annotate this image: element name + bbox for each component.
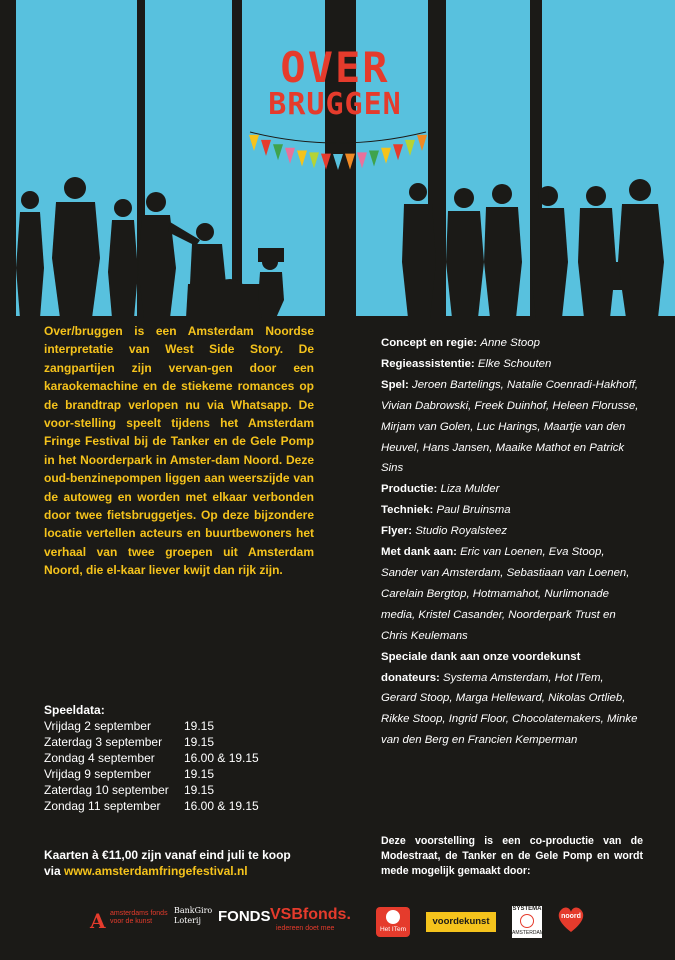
schedule [44, 702, 324, 814]
bunting-flag [405, 140, 415, 156]
bunting-flag [393, 144, 403, 160]
het-item-icon [386, 910, 400, 924]
credit-entry [381, 521, 639, 542]
schedule-time: 19.15 [184, 767, 215, 781]
schedule-row [44, 734, 324, 750]
loterij-text: Loterij [174, 916, 201, 925]
afk-mark: A [90, 909, 106, 933]
vsb-tagline: iedereen doet mee [276, 925, 335, 932]
credit-label: Techniek: [381, 504, 434, 517]
schedule-time: 19.15 [184, 719, 215, 733]
ticket-via: via [44, 864, 65, 878]
vsb-name: VSBfonds. [270, 906, 351, 923]
afk-text: amsterdams fonds voor de kunst [110, 910, 168, 925]
schedule-heading: Speeldata: [44, 703, 105, 717]
bunting-flag [369, 150, 379, 166]
schedule-time: 16.00 & 19.15 [184, 799, 259, 813]
silhouette-person [108, 199, 138, 318]
schedule-row [44, 750, 324, 766]
logo [250, 43, 420, 122]
bunting-flag [417, 135, 427, 151]
schedule-time: 19.15 [184, 735, 215, 749]
silhouette-child [258, 248, 284, 318]
schedule-day: Vrijdag 2 september [44, 719, 151, 733]
credit-entry [381, 542, 639, 647]
noord-logo [556, 904, 586, 934]
bunting-flag [297, 150, 307, 166]
silhouette-person [446, 188, 484, 318]
schedule-day: Zaterdag 3 september [44, 735, 163, 749]
credit-label: Met dank aan: [381, 546, 457, 559]
credit-entry [381, 500, 639, 521]
bunting-flag [357, 152, 367, 168]
silhouette-person [52, 177, 100, 318]
festival-link[interactable]: www.amsterdamfringefestival.nl [64, 864, 248, 878]
schedule-time: 16.00 & 19.15 [184, 751, 259, 765]
credit-entry [381, 333, 639, 354]
credit-label: Spel: [381, 378, 409, 391]
schedule-row [44, 782, 324, 798]
schedule-day: Zondag 11 september [44, 799, 161, 813]
bunting-flag [249, 135, 259, 151]
credit-label: Regieassistentie: [381, 357, 475, 370]
credit-value: Paul Bruinsma [436, 504, 511, 517]
silhouette-person [16, 191, 44, 318]
ticket-info [44, 847, 334, 879]
schedule-day: Vrijdag 9 september [44, 767, 151, 781]
credit-value: Studio Royalsteez [415, 525, 508, 538]
logo-title-line: OVER [280, 43, 390, 92]
schedule-day: Zaterdag 10 september [44, 783, 169, 797]
schedule-row [44, 766, 324, 782]
bunting-flag [333, 154, 343, 170]
silhouette-person [402, 183, 436, 318]
schedule-row [44, 798, 324, 814]
silhouette-person [530, 186, 568, 318]
ticket-price-line: Kaarten à €11,00 zijn vanaf eind juli te koop [44, 848, 291, 862]
credit-entry [381, 375, 639, 480]
het-item-text: Het ITem [379, 926, 406, 933]
bunting-garland [248, 128, 428, 184]
schedule-day: Zondag 4 september [44, 751, 155, 765]
silhouette-person [618, 179, 664, 318]
credit-entry [381, 647, 639, 752]
intro-text [44, 322, 314, 580]
schedule-row [44, 718, 324, 734]
voordekunst-text: voordekunst [432, 916, 490, 927]
bunting-flag [381, 148, 391, 164]
bunting-flag [261, 140, 271, 156]
credit-label: Concept en regie: [381, 337, 478, 349]
silhouette-person [484, 184, 522, 318]
bunting-flag [345, 154, 355, 170]
silhouette-person [578, 186, 622, 318]
bankgiro-fonds-logo [174, 906, 271, 940]
credit-value: Anne Stoop [480, 337, 540, 349]
bunting-flag [321, 154, 331, 170]
vsb-fonds-logo [270, 906, 352, 940]
systema-logo [512, 906, 542, 938]
credit-value: Jeroen Bartelings, Natalie Coenradi-Hakhoff, Vivian Dabrowski, Freek Duinhof, Heleen Florusse, Mirjam van Golen, Luc Harings, Maartje van den Heuvel, Hans Jansen, Maaike Mathot en Patrick Sins [381, 378, 639, 475]
credit-value: Liza Mulder [440, 483, 500, 496]
systema-text: SYSTEMA [512, 906, 542, 912]
schedule-time: 19.15 [184, 783, 215, 797]
afk-logo [90, 908, 170, 940]
credit-label: Speciale dank aan onze voordekunst donateurs: [381, 650, 581, 684]
silhouette-wheelchair [186, 223, 262, 318]
bankgiro-text: BankGiro [174, 906, 213, 915]
credit-value: Eric van Loenen, Eva Stoop, Sander van Amsterdam, Sebastiaan van Loenen, Carelain Bergtop, Hotmamahot, Nurlimonade media, Kristel Casander, Noorderpark Trust en Chris Keulemans [381, 546, 630, 642]
systema-subtext: AMSTERDAM [512, 930, 544, 936]
sponsor-logos [0, 900, 675, 950]
intro-paragraph: Over/bruggen is een Amsterdam Noordse interpretatie van West Side Story. De zangpartijen zijn vervan-gen door een karaokemachine en de stiekeme romances op de brandtrap verlopen nu via Whatsapp. De voor-stelling speelt tijdens het Amsterdam Fringe Festival bij de Tanker en de Gele Pomp in het Noorderpark in Amster-dam Noord. Deze oud-benzinepompen liggen aan weerszijde van de autoweg en worden met elkaar verbonden door twee fietsbruggetjes. Op deze bijzondere locatie vertellen acteurs en buurtbewoners het verhaal van twee groepen uit Amsterdam Noord, die el-kaar liever kwijt dan rijk zijn. [44, 324, 314, 578]
coproduction-note: Deze voorstelling is een co-productie van de Modestraat, de Tanker en de Gele Pomp en wordt mede mogelijk gemaakt door: [381, 835, 643, 877]
bunting-flag [309, 152, 319, 168]
logo-title-line: BRUGGEN [268, 87, 402, 122]
credit-value: Systema Amsterdam, Hot ITem, Gerard Stoop, Marga Helleward, Nikolas Ortlieb, Rikke Stoop, Ingrid Floor, Chocolatemakers, Minke van den Berg en Francien Kemperman [381, 671, 638, 747]
fonds-text: FONDS [218, 908, 271, 925]
voordekunst-logo [426, 912, 496, 932]
bunting-flag [285, 148, 295, 164]
systema-badge-icon [520, 914, 534, 928]
credit-value: Elke Schouten [477, 357, 552, 370]
credit-label: Flyer: [381, 525, 413, 538]
het-item-logo [376, 907, 410, 937]
noord-text: noord [561, 913, 581, 920]
credit-entry [381, 479, 639, 500]
credit-entry [381, 354, 639, 375]
credit-label: Productie: [381, 483, 438, 496]
credits [381, 333, 639, 751]
bunting-flag [273, 144, 283, 160]
